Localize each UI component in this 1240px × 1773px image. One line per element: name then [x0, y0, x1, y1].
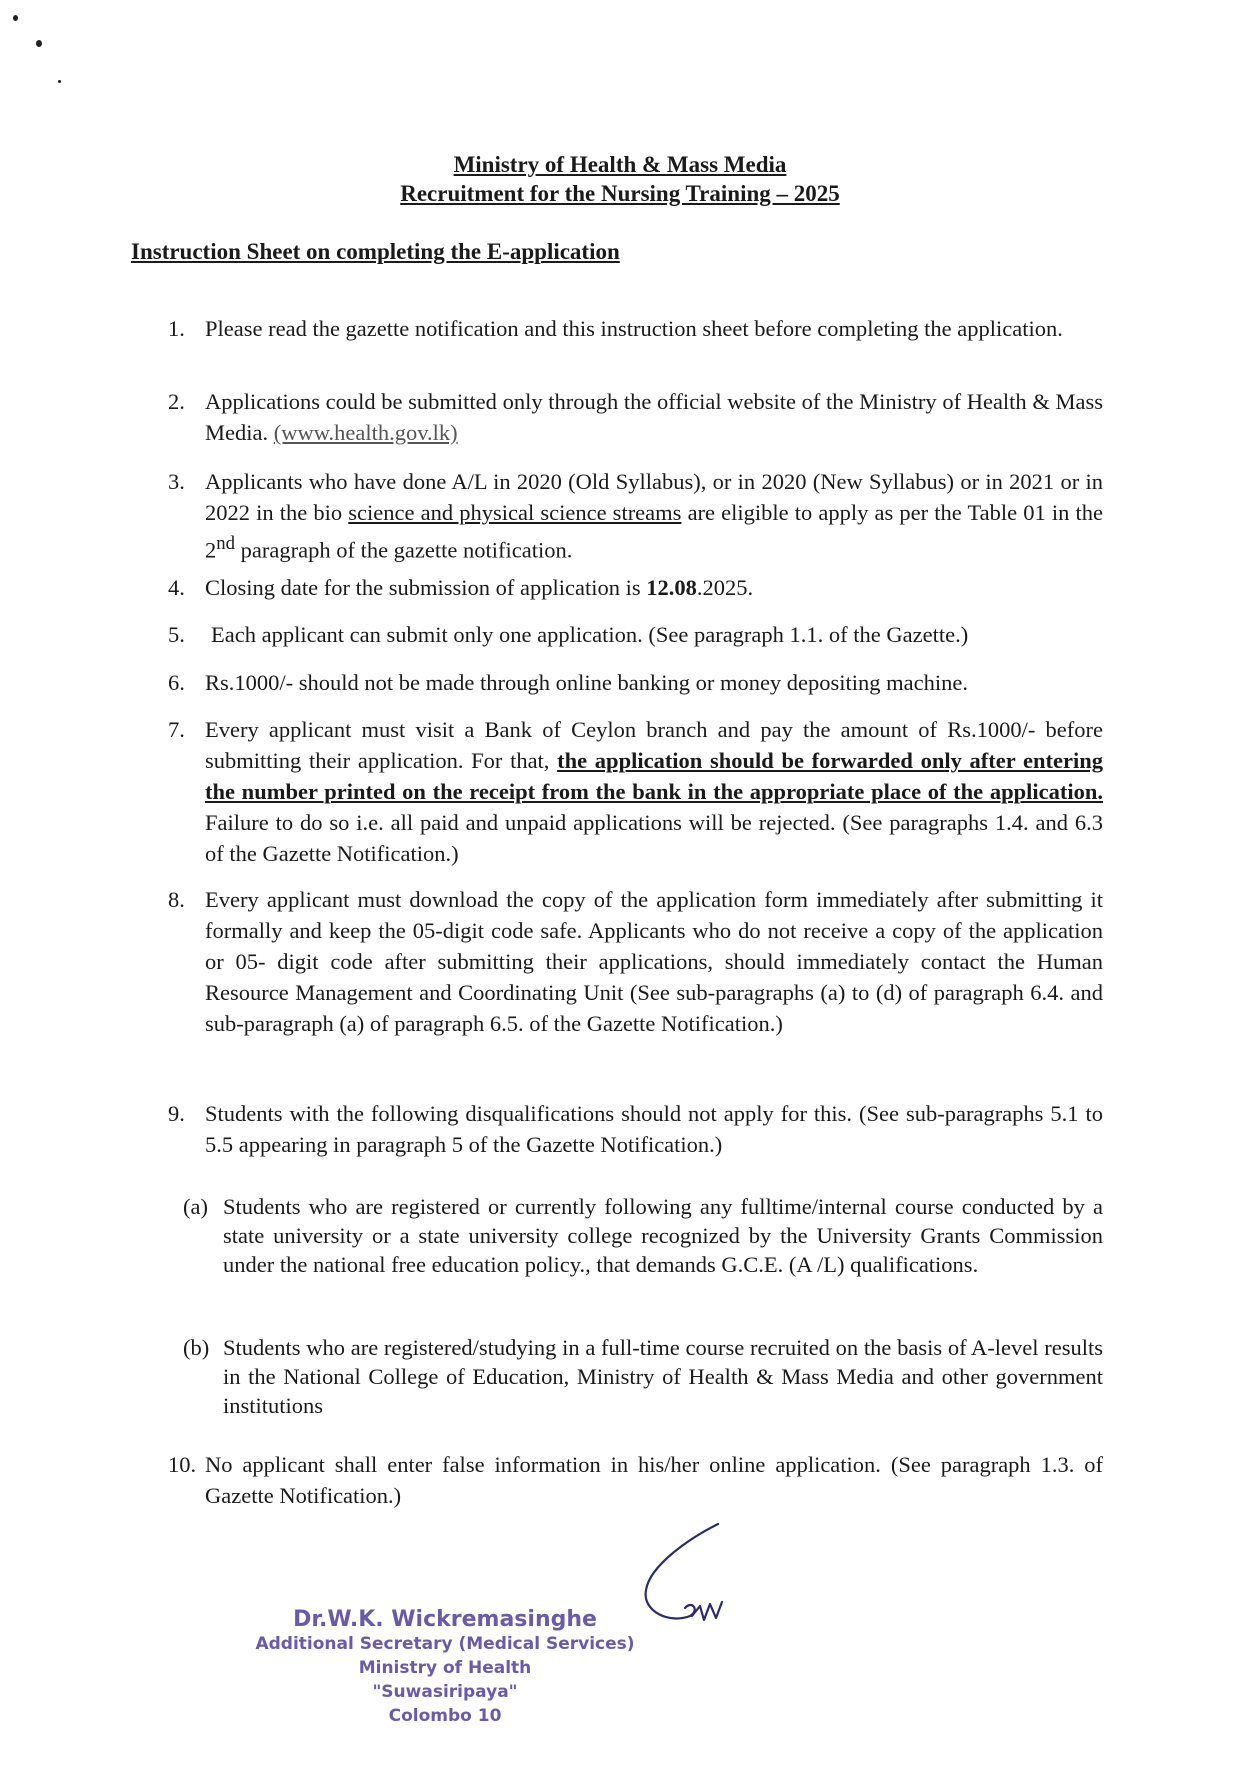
- item-text: Every applicant must download the copy of the application form immediately after submitting it formally and keep the 05-digit code safe. Applicants who do not receive a copy of the application or 05- digit code after submitting their applications, should immediately contact the Human Resource Management and Coordinating Unit (See sub-paragraphs (a) to (d) of paragraph 6.4. and sub-paragraph (a) of paragraph 6.5. of the Gazette Notification.): [205, 887, 1103, 1036]
- item-number: 10.: [168, 1452, 197, 1477]
- stamp-building: "Suwasiripaya": [372, 1682, 518, 1702]
- stamp-city: Colombo 10: [388, 1706, 502, 1726]
- stamp-ministry: Ministry of Health: [358, 1658, 532, 1678]
- instruction-item-10: [168, 1449, 1103, 1511]
- page-subtitle: Recruitment for the Nursing Training – 2025: [400, 181, 840, 206]
- item-number: (a): [183, 1194, 208, 1219]
- section-heading: Instruction Sheet on completing the E-application: [131, 239, 620, 264]
- instruction-item-7: [168, 714, 1103, 869]
- item-text: Students who are registered or currently following any fulltime/internal course conducted by a state university or a state university college recognized by the University Grants Commission under the national free education policy., that demands G.C.E. (A /L) qualifications.: [223, 1194, 1103, 1277]
- bank-receipt-instruction: the application should be forwarded only after entering the number printed on the receipt from the bank in the appropriate place of the application.: [205, 748, 1103, 804]
- instruction-item-6: [168, 667, 1103, 698]
- item-number: 7.: [168, 717, 185, 742]
- page-title: Ministry of Health & Mass Media: [453, 152, 787, 177]
- item-text: Closing date for the submission of application is: [205, 575, 641, 600]
- item-number: 1.: [168, 316, 185, 341]
- ordinal-suffix: nd: [216, 533, 235, 554]
- instruction-item-8: [168, 884, 1103, 1039]
- stamp-title: Additional Secretary (Medical Services): [255, 1634, 635, 1654]
- item-number: 9.: [168, 1101, 185, 1126]
- streams-underlined: science and physical science streams: [348, 500, 682, 525]
- instruction-item-4: [168, 572, 1103, 603]
- item-number: 6.: [168, 670, 185, 695]
- item-text: are eligible to apply as per the Table 01 in the 2: [205, 500, 1104, 563]
- disqualification-b: [183, 1333, 1103, 1420]
- item-number: 8.: [168, 887, 185, 912]
- item-text: paragraph of the gazette notification.: [240, 537, 573, 563]
- item-number: 3.: [168, 469, 185, 494]
- item-text: Every applicant must visit a Bank of Ceylon branch and pay the amount of Rs.1000/- before submitting their application. For that,: [205, 717, 1103, 773]
- instruction-item-9: [168, 1098, 1103, 1160]
- item-text: Students with the following disqualifications should not apply for this. (See sub-paragraphs 5.1 to 5.5 appearing in paragraph 5 of the Gazette Notification.): [205, 1101, 1103, 1157]
- closing-date-bold: 12.08: [646, 575, 697, 600]
- instruction-item-3: [168, 466, 1103, 566]
- website-link[interactable]: (www.health.gov.lk): [273, 420, 458, 445]
- stamp-name: Dr.W.K. Wickremasinghe: [293, 1607, 597, 1632]
- scan-speck: [36, 40, 42, 47]
- official-stamp: [255, 1608, 635, 1728]
- item-text: Please read the gazette notification and this instruction sheet before completing the application.: [205, 316, 1063, 341]
- item-text: Rs.1000/- should not be made through online banking or money depositing machine.: [205, 670, 969, 695]
- closing-date-rest: .2025.: [696, 575, 754, 600]
- instruction-item-5: [168, 619, 1103, 650]
- signature-mark: [630, 1520, 760, 1640]
- instruction-item-1: [168, 313, 1103, 344]
- item-number: (b): [183, 1335, 210, 1360]
- item-text: Applications could be submitted only through the official website of the Ministry of Health & Mass Media.: [205, 389, 1103, 445]
- disqualification-a: [183, 1192, 1103, 1279]
- scan-speck: [13, 15, 18, 21]
- item-number: 4.: [168, 575, 185, 600]
- item-text: No applicant shall enter false information in his/her online application. (See paragraph 1.3. of Gazette Notification.): [205, 1452, 1103, 1508]
- item-text: Failure to do so i.e. all paid and unpaid applications will be rejected. (See paragraphs 1.4. and 6.3 of the Gazette Notification.): [205, 810, 1103, 866]
- item-text: Applicants who have done A/L in 2020 (Old Syllabus), or in 2020 (New Syllabus) or in 2021 or in 2022 in the bio: [205, 469, 1103, 525]
- item-text: Students who are registered/studying in a full-time course recruited on the basis of A-level results in the National College of Education, Ministry of Health & Mass Media and other government institutions: [223, 1335, 1103, 1418]
- item-number: 5.: [168, 622, 185, 647]
- item-number: 2.: [168, 389, 185, 414]
- instruction-item-2: [168, 386, 1103, 448]
- scan-speck: [58, 80, 61, 83]
- item-text: Each applicant can submit only one application. (See paragraph 1.1. of the Gazette.): [211, 622, 969, 647]
